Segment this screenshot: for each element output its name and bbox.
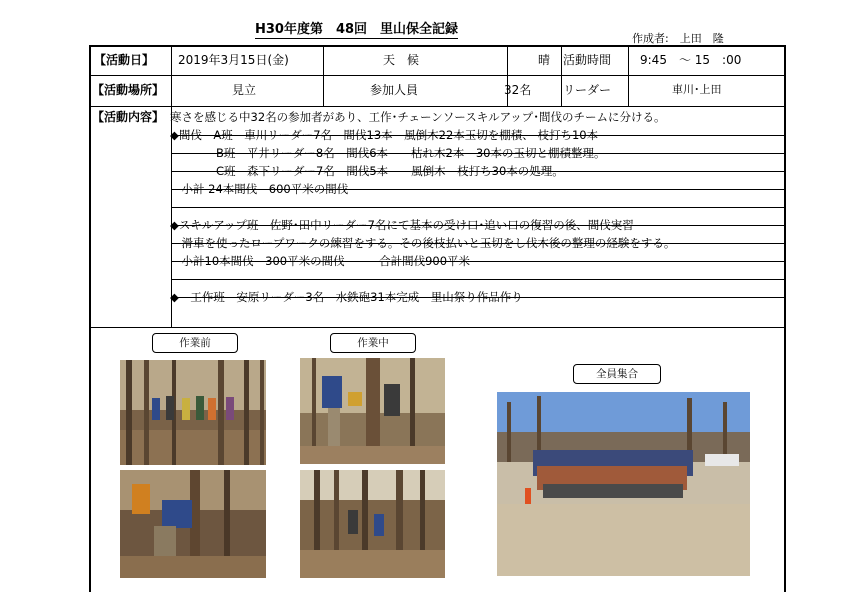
date-value: 2019年3月15日(金) (178, 53, 289, 67)
content-line: 小計 24本間伐 600平米の間伐 (170, 182, 349, 196)
row-divider (91, 327, 784, 328)
place-value: 見立 (232, 83, 257, 97)
row-divider (171, 207, 784, 208)
row-divider (91, 75, 784, 76)
weather-value: 晴 (538, 53, 551, 67)
chainsaw-work-photo-icon (120, 470, 266, 578)
members-value: 32名 (504, 83, 532, 97)
date-label: 【活動日】 (94, 53, 155, 67)
row-divider (171, 279, 784, 280)
content-line: 寒さを感じる中32名の参加者があり、工作･チェーンソースキルアップ･間伐のチームに分ける。 (170, 110, 666, 124)
place-label: 【活動場所】 (92, 83, 165, 97)
before-label: 作業前 (152, 333, 238, 353)
members-label: 参加人員 (370, 83, 419, 97)
group-photo (497, 392, 750, 576)
group-label: 全員集合 (573, 364, 661, 384)
author-label: 作成者: 上田 隆 (632, 32, 724, 45)
forest-work-photo-icon (120, 360, 266, 465)
col-divider (323, 47, 324, 106)
forest-path-photo-icon (300, 470, 445, 578)
col-divider (561, 47, 562, 106)
tree-felling-photo-icon (300, 358, 445, 464)
content-line: ◆間伐 A班 車川リーダー7名 間伐13本 風倒木22本玉切を棚積、 枝打ち10本 (170, 128, 599, 142)
time-value: 9:45 ～ 15 :00 (640, 53, 742, 67)
content-line: ◆スキルアップ班 佐野･田中リーダー7名にて基本の受け口･追い口の復習の後、間伐実習 (170, 218, 634, 232)
content-line: 滑車を使ったロープワークの練習をする。その後枝払いと玉切をし伐木後の整理の経験をする。 (170, 236, 676, 250)
content-label: 【活動内容】 (92, 110, 165, 124)
during-top-photo (300, 358, 445, 464)
content-line: 小計10本間伐 300平米の間伐 合計間伐900平米 (170, 254, 471, 268)
leader-label: リーダー (563, 83, 612, 97)
content-line: B班 平井リーダー8名 間伐6本 枯れ木2本 30本の玉切と棚積整理。 (170, 146, 606, 160)
content-line: ◆ 工作班 安原リーダー3名 水鉄砲31本完成 里山祭り作品作り (170, 290, 523, 304)
leader-value: 車川･上田 (672, 83, 722, 96)
before-top-photo (120, 360, 266, 465)
weather-label: 天 候 (383, 53, 420, 67)
during-label: 作業中 (330, 333, 416, 353)
content-line: C班 森下リーダー7名 間伐5本 風倒木 枝打ち30本の処理。 (170, 164, 564, 178)
during-bottom-photo (300, 470, 445, 578)
row-divider (91, 106, 784, 107)
col-divider (507, 47, 508, 106)
before-bottom-photo (120, 470, 266, 578)
page-title: H30年度第 48回 里山保全記録 (255, 18, 458, 39)
group-photo-icon (497, 392, 750, 576)
col-divider (628, 47, 629, 106)
time-label: 活動時間 (563, 53, 612, 67)
